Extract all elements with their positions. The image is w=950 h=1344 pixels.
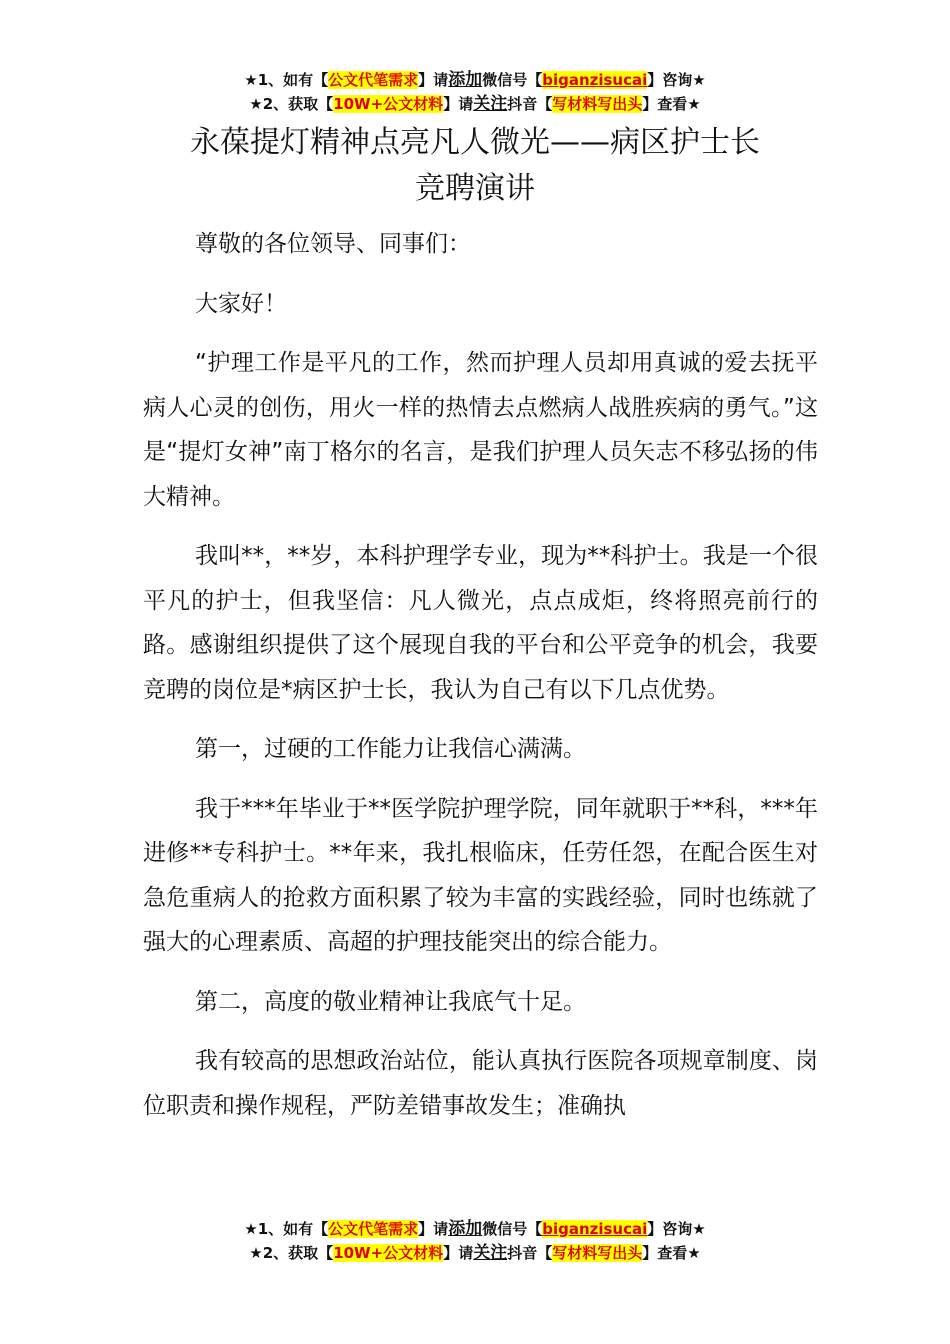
promo-highlight: 公文代笔需求 bbox=[328, 71, 419, 89]
promo-line-2: ★2、获取【10W+公文材料】请关注抖音【写材料写出头】查看★ bbox=[249, 94, 701, 114]
salutation: 尊敬的各位领导、同事们： bbox=[195, 231, 471, 257]
title-line-2: 竞聘演讲 bbox=[415, 171, 535, 206]
document-body bbox=[143, 222, 818, 1143]
wechat-id-highlight: biganzisucai bbox=[542, 71, 648, 89]
section-heading: 第一，过硬的工作能力让我信心满满。 bbox=[195, 736, 586, 762]
douyin-id-highlight: 写材料写出头 bbox=[552, 1244, 643, 1262]
body-paragraph: 我有较高的思想政治站位，能认真执行医院各项规章制度、岗位职责和操作规程，严防差错事故发生；准确执 bbox=[143, 1048, 818, 1119]
body-paragraph: 我于***年毕业于**医学院护理学院，同年就职于**科，***年进修**专科护士。**年来，我扎根临床，任劳任怨，在配合医生对急危重病人的抢救方面积累了较为丰富的实践经验，同时也练就了强大的心理素质、高超的护理技能突出的综合能力。 bbox=[143, 795, 818, 955]
wechat-id-highlight: biganzisucai bbox=[542, 1220, 648, 1238]
greeting: 大家好！ bbox=[195, 290, 287, 317]
promo-line-2: ★2、获取【10W+公文材料】请关注抖音【写材料写出头】查看★ bbox=[249, 1243, 701, 1263]
header-promo-banner bbox=[0, 68, 950, 116]
body-paragraph: “护理工作是平凡的工作，然而护理人员却用真诚的爱去抚平病人心灵的创伤，用火一样的热情去点燃病人战胜疾病的勇气。”这是“提灯女神”南丁格尔的名言，是我们护理人员矢志不移弘扬的伟大精神。 bbox=[143, 350, 818, 510]
promo-highlight: 10W+公文材料 bbox=[333, 1244, 444, 1262]
promo-line-1: ★1、如有【公文代笔需求】请添加微信号【biganzisucai】咨询★ bbox=[244, 1219, 706, 1239]
body-paragraph: 我叫**，**岁，本科护理学专业，现为**科护士。我是一个很平凡的护士，但我坚信：凡人微光，点点成炬，终将照亮前行的路。感谢组织提供了这个展现自我的平台和公平竞争的机会，我要竞聘的岗位是*病区护士长，我认为自己有以下几点优势。 bbox=[143, 543, 818, 703]
promo-highlight: 10W+公文材料 bbox=[333, 95, 444, 113]
douyin-id-highlight: 写材料写出头 bbox=[552, 95, 643, 113]
footer-promo-banner bbox=[0, 1217, 950, 1265]
promo-highlight: 公文代笔需求 bbox=[328, 1220, 419, 1238]
promo-line-1: ★1、如有【公文代笔需求】请添加微信号【biganzisucai】咨询★ bbox=[244, 70, 706, 90]
title-line-1: 永葆提灯精神点亮凡人微光——病区护士长 bbox=[190, 125, 760, 160]
section-heading: 第二，高度的敬业精神让我底气十足。 bbox=[195, 988, 586, 1015]
document-title bbox=[0, 120, 950, 212]
